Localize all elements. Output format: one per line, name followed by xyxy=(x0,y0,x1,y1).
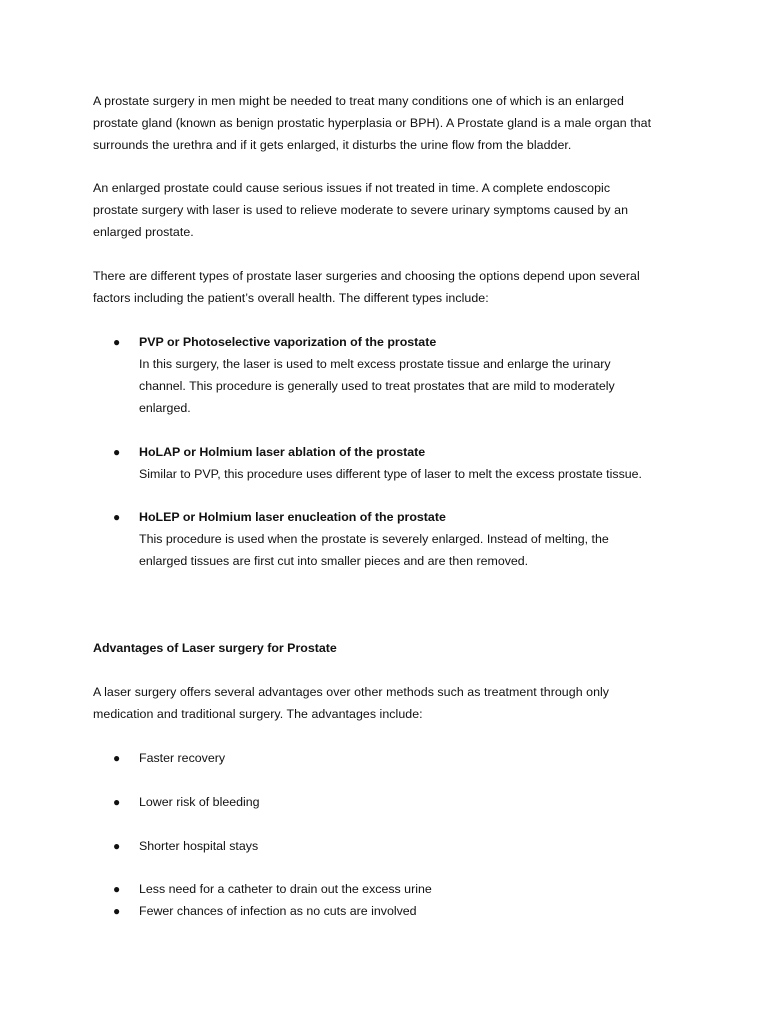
text-line: medication and traditional surgery. The advantages include: xyxy=(93,707,423,721)
list-item-holap xyxy=(113,441,699,485)
list-item xyxy=(113,791,699,813)
bullet-icon: ● xyxy=(113,795,121,809)
list-item-pvp xyxy=(113,331,699,419)
text-line: A prostate surgery in men might be needed to treat many conditions one of which is an enlarged xyxy=(93,94,624,108)
intro-paragraph xyxy=(93,90,683,156)
text-line: surrounds the urethra and if it gets enlarged, it disturbs the urine flow from the bladder. xyxy=(93,138,572,152)
list-item-holep xyxy=(113,506,699,572)
bullet-icon: ● xyxy=(113,335,121,349)
list-item-title: HoLEP or Holmium laser enucleation of the prostate xyxy=(139,510,446,524)
text-line: In this surgery, the laser is used to melt excess prostate tissue and enlarge the urinary xyxy=(139,357,611,371)
bullet-icon: ● xyxy=(113,904,121,918)
types-intro-paragraph xyxy=(93,265,683,309)
list-item-text: Lower risk of bleeding xyxy=(139,795,260,809)
text-line: prostate gland (known as benign prostatic hyperplasia or BPH). A Prostate gland is a male organ that xyxy=(93,116,652,130)
text-line: This procedure is used when the prostate is severely enlarged. Instead of melting, the xyxy=(139,532,609,546)
list-item xyxy=(113,835,699,857)
text-line: enlarged prostate. xyxy=(93,225,194,239)
list-item-text: Faster recovery xyxy=(139,751,226,765)
bullet-icon: ● xyxy=(113,510,121,524)
list-item-text: Shorter hospital stays xyxy=(139,839,259,853)
list-item-title: PVP or Photoselective vaporization of the prostate xyxy=(139,335,437,349)
list-item-text: Fewer chances of infection as no cuts are involved xyxy=(139,904,417,918)
bullet-icon: ● xyxy=(113,882,121,896)
list-item-title: HoLAP or Holmium laser ablation of the prostate xyxy=(139,445,426,459)
enlarged-prostate-paragraph xyxy=(93,177,683,243)
text-line: enlarged. xyxy=(139,401,191,415)
text-line: A laser surgery offers several advantages over other methods such as treatment through only xyxy=(93,685,610,699)
bullet-icon: ● xyxy=(113,445,121,459)
list-item xyxy=(113,878,699,900)
list-item xyxy=(113,747,699,769)
advantages-heading: Advantages of Laser surgery for Prostate xyxy=(93,641,337,655)
text-line: Similar to PVP, this procedure uses different type of laser to melt the excess prostate tissue. xyxy=(139,467,642,481)
text-line: prostate surgery with laser is used to relieve moderate to severe urinary symptoms caused by an xyxy=(93,203,629,217)
list-item-text: Less need for a catheter to drain out the excess urine xyxy=(139,882,432,896)
text-line: There are different types of prostate laser surgeries and choosing the options depend upon several xyxy=(93,269,640,283)
text-line: channel. This procedure is generally used to treat prostates that are mild to moderately xyxy=(139,379,615,393)
bullet-icon: ● xyxy=(113,751,121,765)
advantages-intro-paragraph xyxy=(93,681,683,725)
list-item xyxy=(113,900,699,922)
text-line: factors including the patient’s overall health. The different types include: xyxy=(93,291,489,305)
text-line: An enlarged prostate could cause serious issues if not treated in time. A complete endoscopic xyxy=(93,181,611,195)
bullet-icon: ● xyxy=(113,839,121,853)
text-line: enlarged tissues are first cut into smaller pieces and are then removed. xyxy=(139,554,529,568)
